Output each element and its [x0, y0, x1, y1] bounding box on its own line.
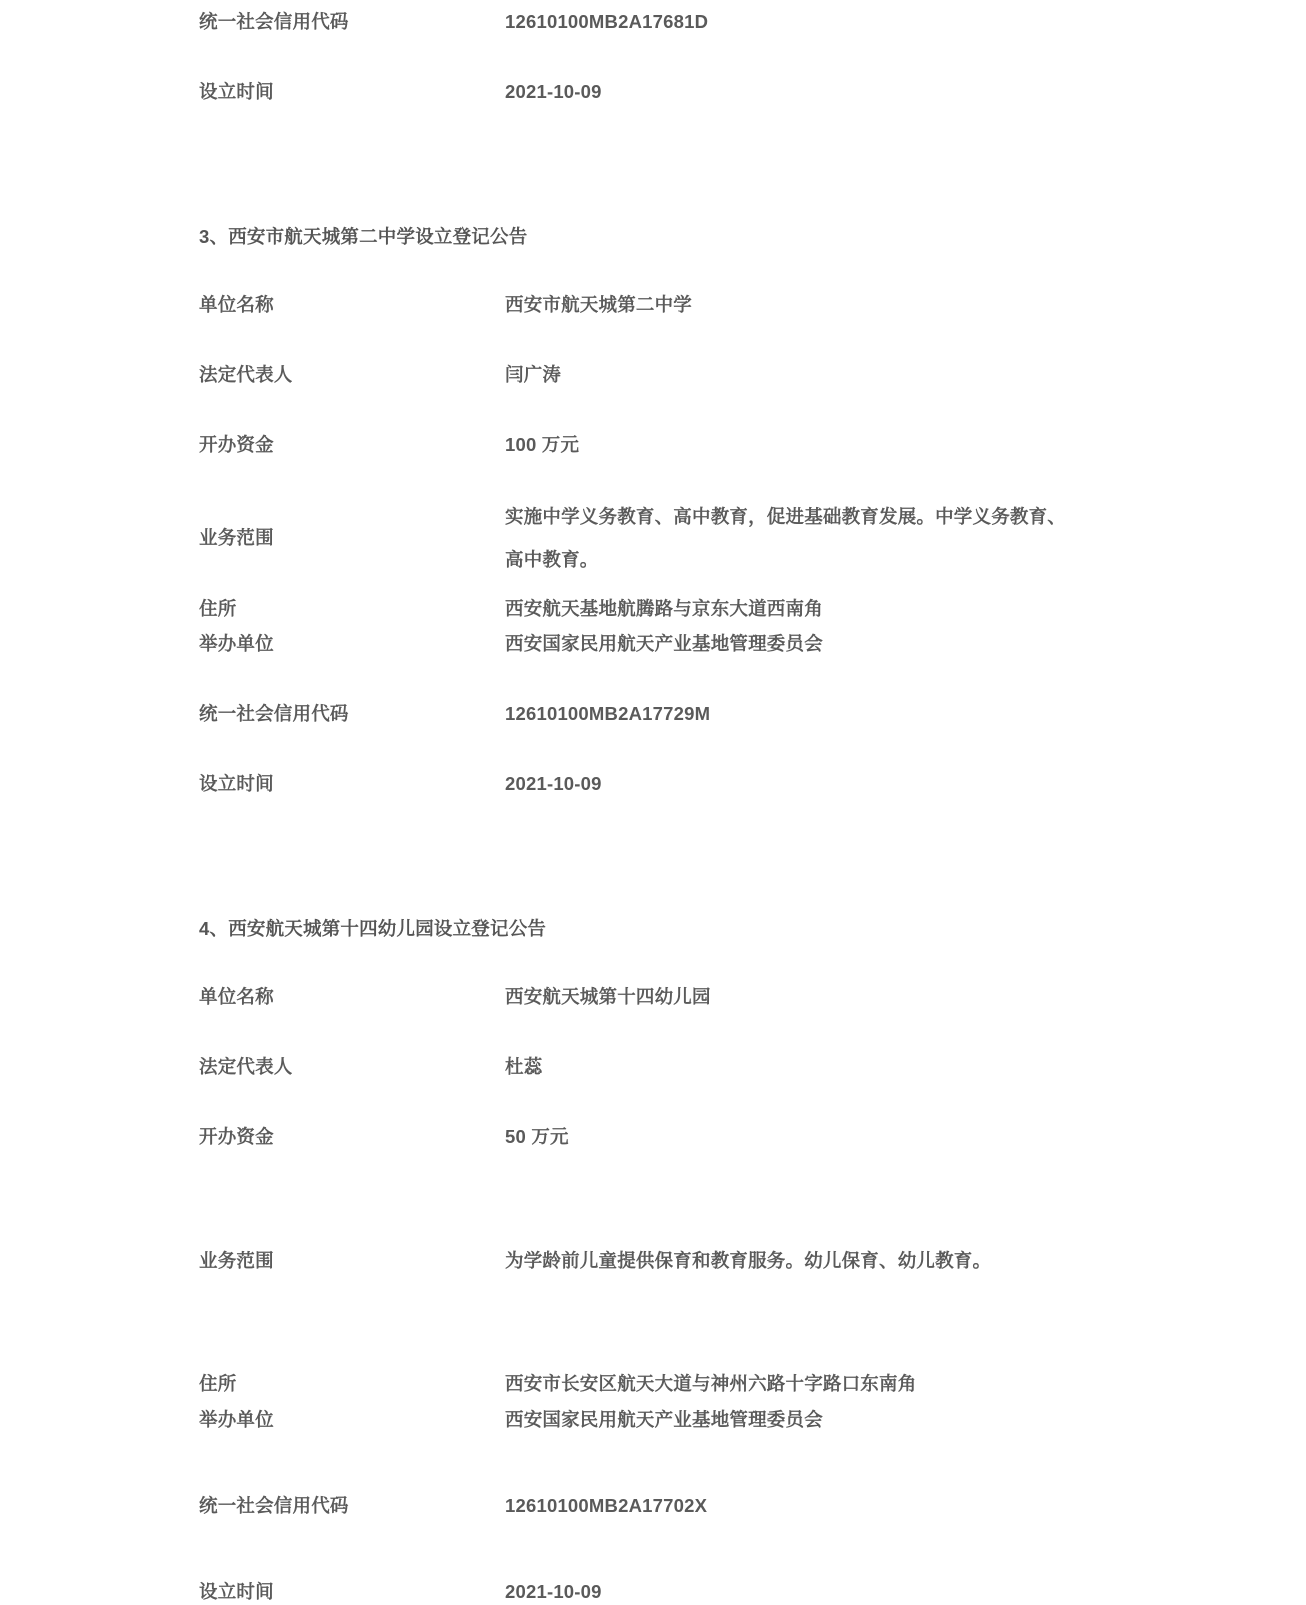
field-row [199, 770, 1266, 798]
field-row [199, 595, 1266, 623]
field-row-business-scope [199, 1247, 1266, 1275]
spacer [199, 0, 1266, 8]
field-label-sponsor-unit: 举办单位 [199, 633, 274, 655]
field-value-business-scope [505, 495, 1105, 582]
field-label-establishment-date: 设立时间 [199, 772, 274, 794]
field-row [199, 1578, 1266, 1605]
field-value-unit-name: 西安市航天城第二中学 [505, 294, 693, 316]
spacer [199, 36, 1266, 78]
spacer [199, 1434, 1266, 1492]
field-label-legal-representative: 法定代表人 [199, 1056, 293, 1078]
field-row [199, 700, 1266, 728]
field-value-address: 西安航天基地航腾路与京东大道西南角 [505, 597, 823, 619]
spacer [199, 1274, 1266, 1370]
field-row [199, 1370, 1266, 1398]
spacer [199, 941, 1266, 983]
field-value-credit-code: 12610100MB2A17702X [505, 1494, 708, 1516]
spacer [199, 1398, 1266, 1406]
field-value-establishment-date: 2021-10-09 [505, 772, 602, 794]
spacer [199, 249, 1266, 291]
section-heading-4: 4、西安航天城第十四幼儿园设立登记公告 [199, 917, 547, 939]
field-value-credit-code: 12610100MB2A17729M [505, 703, 711, 725]
field-label-unit-name: 单位名称 [199, 986, 274, 1008]
field-label-sponsor-unit: 举办单位 [199, 1409, 274, 1431]
spacer-between-sections [199, 106, 1266, 224]
field-value-legal-representative: 闫广涛 [505, 364, 562, 386]
field-label-business-scope: 业务范围 [199, 1249, 274, 1271]
spacer [199, 1151, 1266, 1247]
business-scope-line: 实施中学义务教育、高中教育，促进基础教育发展。中学义务教育、 [505, 505, 1067, 527]
spacer [199, 1081, 1266, 1123]
field-label-establishment-date: 设立时间 [199, 80, 274, 102]
field-value-legal-representative: 杜蕊 [505, 1056, 543, 1078]
spacer [199, 319, 1266, 361]
field-row [199, 431, 1266, 459]
field-label-business-scope: 业务范围 [199, 527, 274, 549]
spacer [199, 1520, 1266, 1578]
field-value-sponsor-unit: 西安国家民用航天产业基地管理委员会 [505, 1409, 823, 1431]
field-row [199, 1492, 1266, 1520]
spacer [199, 658, 1266, 700]
spacer [199, 728, 1266, 770]
field-value-business-scope: 为学龄前儿童提供保育和教育服务。幼儿保育、幼儿教育。 [505, 1249, 992, 1271]
field-value-sponsor-unit: 西安国家民用航天产业基地管理委员会 [505, 633, 823, 655]
section-heading-3: 3、西安市航天城第二中学设立登记公告 [199, 225, 528, 247]
field-value-startup-capital: 50 万元 [505, 1125, 569, 1147]
announcement-section-3 [199, 224, 1266, 798]
field-value-credit-code: 12610100MB2A17681D [505, 11, 709, 32]
spacer [199, 389, 1266, 431]
field-row [199, 1053, 1266, 1081]
field-label-legal-representative: 法定代表人 [199, 364, 293, 386]
field-row [199, 291, 1266, 319]
field-value-unit-name: 西安航天城第十四幼儿园 [505, 986, 711, 1008]
field-label-credit-code: 统一社会信用代码 [199, 11, 349, 32]
field-label-establishment-date: 设立时间 [199, 1580, 274, 1602]
spacer [199, 1011, 1266, 1053]
spacer [199, 459, 1266, 495]
announcement-section-4 [199, 916, 1266, 1605]
spacer [199, 582, 1266, 595]
field-row-business-scope [199, 495, 1266, 582]
field-row [199, 1406, 1266, 1434]
field-row [199, 8, 1266, 36]
field-row [199, 78, 1266, 106]
field-label-startup-capital: 开办资金 [199, 1125, 274, 1147]
spacer-between-sections [199, 798, 1266, 916]
business-scope-line: 高中教育。 [505, 549, 599, 571]
field-row [199, 361, 1266, 389]
field-value-establishment-date: 2021-10-09 [505, 1580, 602, 1602]
announcement-section-continuation [199, 0, 1266, 106]
field-value-address: 西安市长安区航天大道与神州六路十字路口东南角 [505, 1373, 917, 1395]
field-label-unit-name: 单位名称 [199, 294, 274, 316]
field-value-startup-capital: 100 万元 [505, 433, 580, 455]
field-label-credit-code: 统一社会信用代码 [199, 703, 349, 725]
field-label-startup-capital: 开办资金 [199, 433, 274, 455]
field-label-address: 住所 [199, 597, 237, 619]
field-label-address: 住所 [199, 1373, 237, 1395]
spacer [199, 622, 1266, 630]
field-row [199, 983, 1266, 1011]
field-row [199, 630, 1266, 658]
field-row [199, 1123, 1266, 1151]
field-value-establishment-date: 2021-10-09 [505, 80, 602, 102]
field-label-credit-code: 统一社会信用代码 [199, 1494, 349, 1516]
